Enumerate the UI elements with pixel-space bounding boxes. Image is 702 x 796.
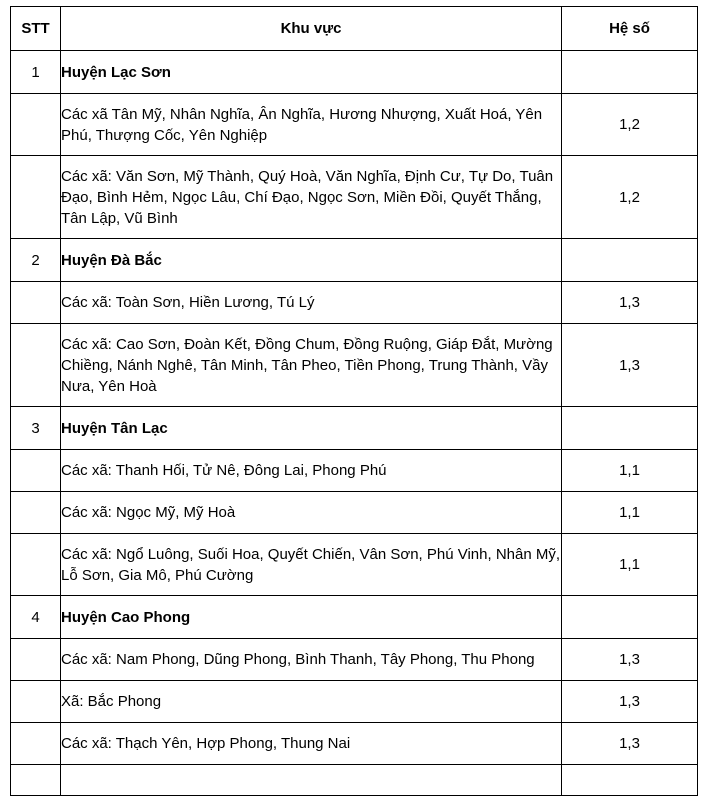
row-stt (11, 156, 61, 239)
row-coefficient: 1,1 (562, 450, 698, 492)
table-header-row (11, 7, 698, 51)
row-coefficient: 1,1 (562, 492, 698, 534)
table-row (11, 492, 698, 534)
row-coefficient (562, 765, 698, 796)
row-coefficient: 1,3 (562, 681, 698, 723)
table-row (11, 534, 698, 596)
header-coefficient: Hệ số (562, 7, 698, 51)
table-row-partial (11, 765, 698, 796)
commune-list: Các xã: Ngổ Luông, Suối Hoa, Quyết Chiến, Vân Sơn, Phú Vinh, Nhân Mỹ, Lỗ Sơn, Gia Mô, Phú Cường (61, 534, 562, 596)
district-name: Huyện Tân Lạc (61, 407, 562, 450)
row-stt (11, 324, 61, 407)
commune-list: Các xã: Toàn Sơn, Hiền Lương, Tú Lý (61, 282, 562, 324)
commune-list: Các xã: Văn Sơn, Mỹ Thành, Quý Hoà, Văn Nghĩa, Định Cư, Tự Do, Tuân Đạo, Bình Hẻm, Ngọc Lâu, Chí Đạo, Ngọc Sơn, Miền Đồi, Quyết Thắng, Tân Lập, Vũ Bình (61, 156, 562, 239)
row-stt: 1 (11, 51, 61, 94)
row-stt (11, 94, 61, 156)
table-row (11, 723, 698, 765)
row-stt (11, 450, 61, 492)
table-row (11, 94, 698, 156)
coefficient-table (10, 6, 698, 796)
table-row (11, 681, 698, 723)
header-stt: STT (11, 7, 61, 51)
district-row (11, 51, 698, 94)
row-coefficient (562, 239, 698, 282)
district-row (11, 596, 698, 639)
row-coefficient: 1,3 (562, 324, 698, 407)
row-coefficient: 1,1 (562, 534, 698, 596)
row-stt: 4 (11, 596, 61, 639)
header-area: Khu vực (61, 7, 562, 51)
table-row (11, 450, 698, 492)
row-coefficient: 1,3 (562, 639, 698, 681)
commune-list: Các xã: Thanh Hối, Tử Nê, Đông Lai, Phong Phú (61, 450, 562, 492)
row-stt (11, 639, 61, 681)
district-row (11, 407, 698, 450)
row-stt (11, 492, 61, 534)
commune-list: Các xã: Thạch Yên, Hợp Phong, Thung Nai (61, 723, 562, 765)
row-coefficient (562, 596, 698, 639)
row-coefficient (562, 51, 698, 94)
district-name: Huyện Cao Phong (61, 596, 562, 639)
district-name: Huyện Lạc Sơn (61, 51, 562, 94)
commune-list: Các xã: Nam Phong, Dũng Phong, Bình Thanh, Tây Phong, Thu Phong (61, 639, 562, 681)
commune-list: Các xã: Cao Sơn, Đoàn Kết, Đồng Chum, Đồng Ruộng, Giáp Đắt, Mường Chiềng, Nánh Nghê, Tân Minh, Tân Pheo, Tiền Phong, Trung Thành, Vầy Nưa, Yên Hoà (61, 324, 562, 407)
row-stt (11, 723, 61, 765)
row-coefficient: 1,3 (562, 282, 698, 324)
table-row (11, 324, 698, 407)
commune-list: Các xã: Ngọc Mỹ, Mỹ Hoà (61, 492, 562, 534)
table-row (11, 282, 698, 324)
row-coefficient: 1,2 (562, 156, 698, 239)
district-row (11, 239, 698, 282)
row-stt (11, 681, 61, 723)
row-stt (11, 765, 61, 796)
row-coefficient: 1,2 (562, 94, 698, 156)
row-stt: 2 (11, 239, 61, 282)
row-coefficient (562, 407, 698, 450)
table-row (11, 156, 698, 239)
row-coefficient: 1,3 (562, 723, 698, 765)
row-stt (11, 282, 61, 324)
commune-list: Xã: Bắc Phong (61, 681, 562, 723)
row-stt (11, 534, 61, 596)
commune-list (61, 765, 562, 796)
table-row (11, 639, 698, 681)
row-stt: 3 (11, 407, 61, 450)
commune-list: Các xã Tân Mỹ, Nhân Nghĩa, Ân Nghĩa, Hương Nhượng, Xuất Hoá, Yên Phú, Thượng Cốc, Yên Nghiệp (61, 94, 562, 156)
district-name: Huyện Đà Bắc (61, 239, 562, 282)
